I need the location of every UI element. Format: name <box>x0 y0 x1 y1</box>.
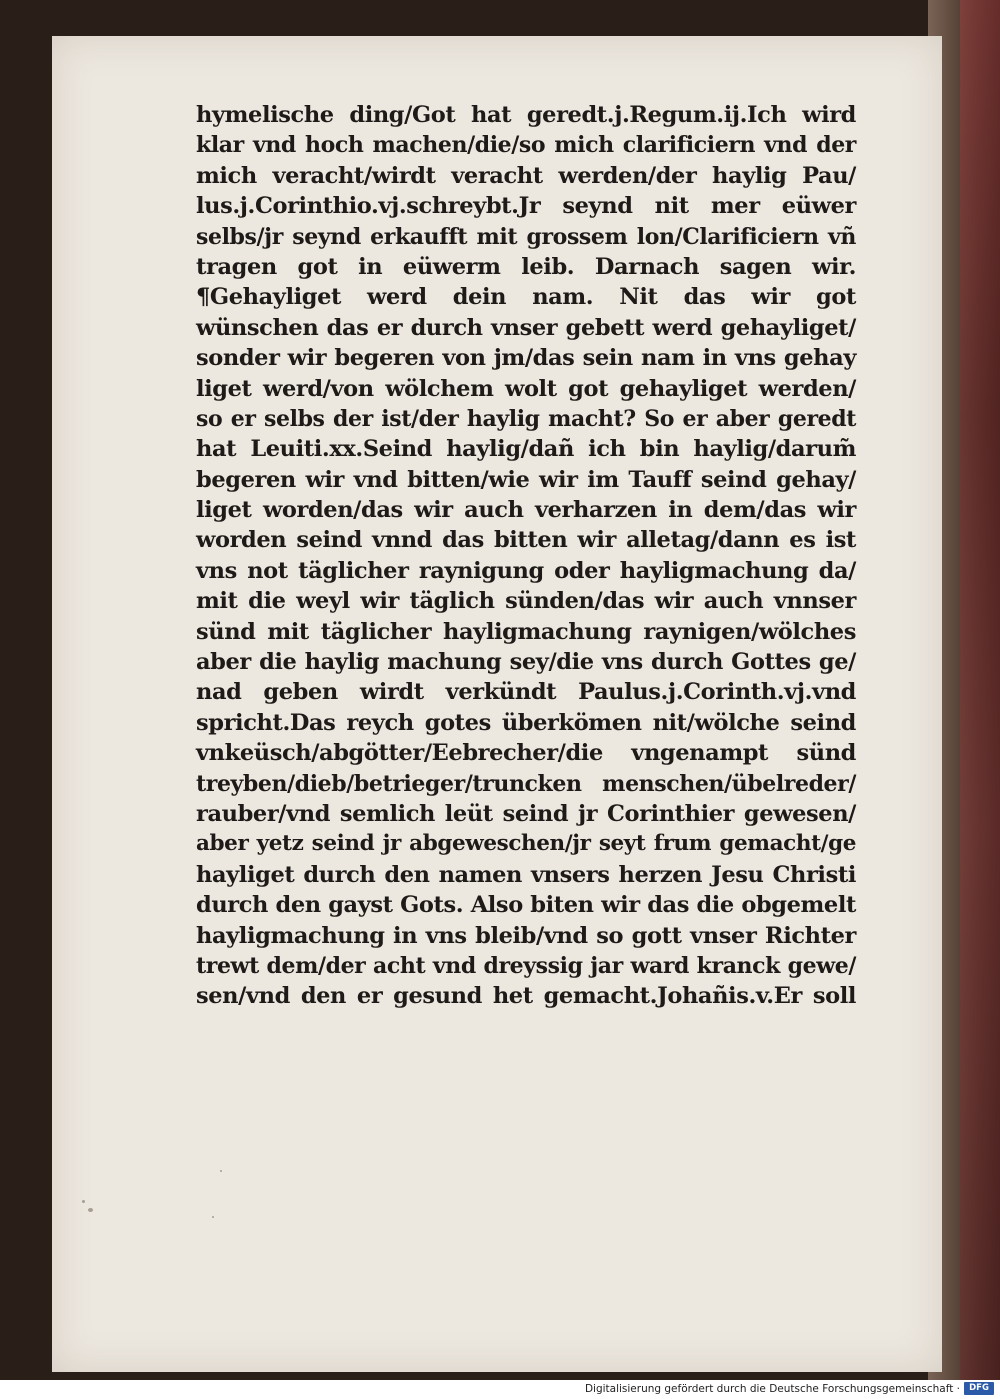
text-line: aber die haylig machung sey/die vns durch Gottes ge/ <box>196 649 856 676</box>
book-red-edge <box>960 0 1000 1380</box>
text-line: lus.j.Corinthio.vj.schreybt.Jr seynd nit mer eüwer <box>196 193 856 220</box>
text-line: tragen got in eüwerm leib. Darnach sagen wir. <box>196 253 856 280</box>
text-line: selbs/jr seynd erkaufft mit grossem lon/Clarificiern vñ <box>196 223 856 250</box>
paper-smudge <box>88 1208 93 1212</box>
text-line: hat Leuiti.xx.Seind haylig/dañ ich bin haylig/darum̃ <box>196 436 856 463</box>
text-line: sonder wir begeren von jm/das sein nam in vns gehay <box>196 345 856 372</box>
text-line: trewt dem/der acht vnd dreyssig jar ward kranck gewe/ <box>196 952 856 979</box>
text-line: durch den gayst Gots. Also biten wir das die obgemelt <box>196 892 856 919</box>
text-line: mit die weyl wir täglich sünden/das wir auch vnnser <box>196 588 856 615</box>
text-line: worden seind vnnd das bitten wir alletag/dann es ist <box>196 527 856 554</box>
text-line: so er selbs der ist/der haylig macht? So er aber geredt <box>196 405 856 432</box>
page-text-block <box>196 100 856 1012</box>
text-line: nad geben wirdt verkündt Paulus.j.Corinth.vj.vnd <box>196 679 856 706</box>
text-line: wünschen das er durch vnser gebett werd gehayliget/ <box>196 314 856 341</box>
text-line: sünd mit täglicher hayligmachung raynigen/wölches <box>196 618 856 645</box>
text-line: liget werd/von wölchem wolt got gehayliget werden/ <box>196 375 856 402</box>
paper-smudge <box>82 1200 85 1203</box>
text-line: hayligmachung in vns bleib/vnd so gott vnser Richter <box>196 922 856 949</box>
text-line: vnkeüsch/abgötter/Eebrecher/die vngenampt sünd <box>196 740 856 767</box>
text-line: mich veracht/wirdt veracht werden/der haylig Pau/ <box>196 162 856 189</box>
text-line: treyben/dieb/betrieger/truncken menschen/übelreder/ <box>196 770 856 797</box>
text-line: hymelische ding/Got hat geredt.j.Regum.ij.Ich wird <box>196 102 856 128</box>
text-line: liget worden/das wir auch verharzen in dem/das wir <box>196 497 856 524</box>
text-line: sen/vnd den er gesund het gemacht.Johañis.v.Er soll <box>196 983 856 1010</box>
text-line: spricht.Das reych gotes überkömen nit/wölche seind <box>196 709 856 736</box>
dfg-logo: DFG <box>964 1382 994 1395</box>
text-line: vns not täglicher raynigung oder hayligmachung da/ <box>196 557 856 584</box>
text-line: begeren wir vnd bitten/wie wir im Tauff seind gehay/ <box>196 466 856 493</box>
text-line: klar vnd hoch machen/die/so mich clarificiern vnd der <box>196 132 856 159</box>
digitization-credit: Digitalisierung gefördert durch die Deutsche Forschungsgemeinschaft · <box>584 1383 960 1395</box>
paper-smudge <box>212 1216 214 1218</box>
text-line: rauber/vnd semlich leüt seind jr Corinthier gewesen/ <box>196 800 856 827</box>
text-line: ¶Gehayliget werd dein nam. Nit das wir got <box>196 284 856 311</box>
text-line: aber yetz seind jr abgeweschen/jr seyt frum gemacht/ge <box>196 831 856 857</box>
paper-smudge <box>220 1170 222 1172</box>
text-line: hayliget durch den namen vnsers herzen Jesu Christi <box>196 861 856 888</box>
